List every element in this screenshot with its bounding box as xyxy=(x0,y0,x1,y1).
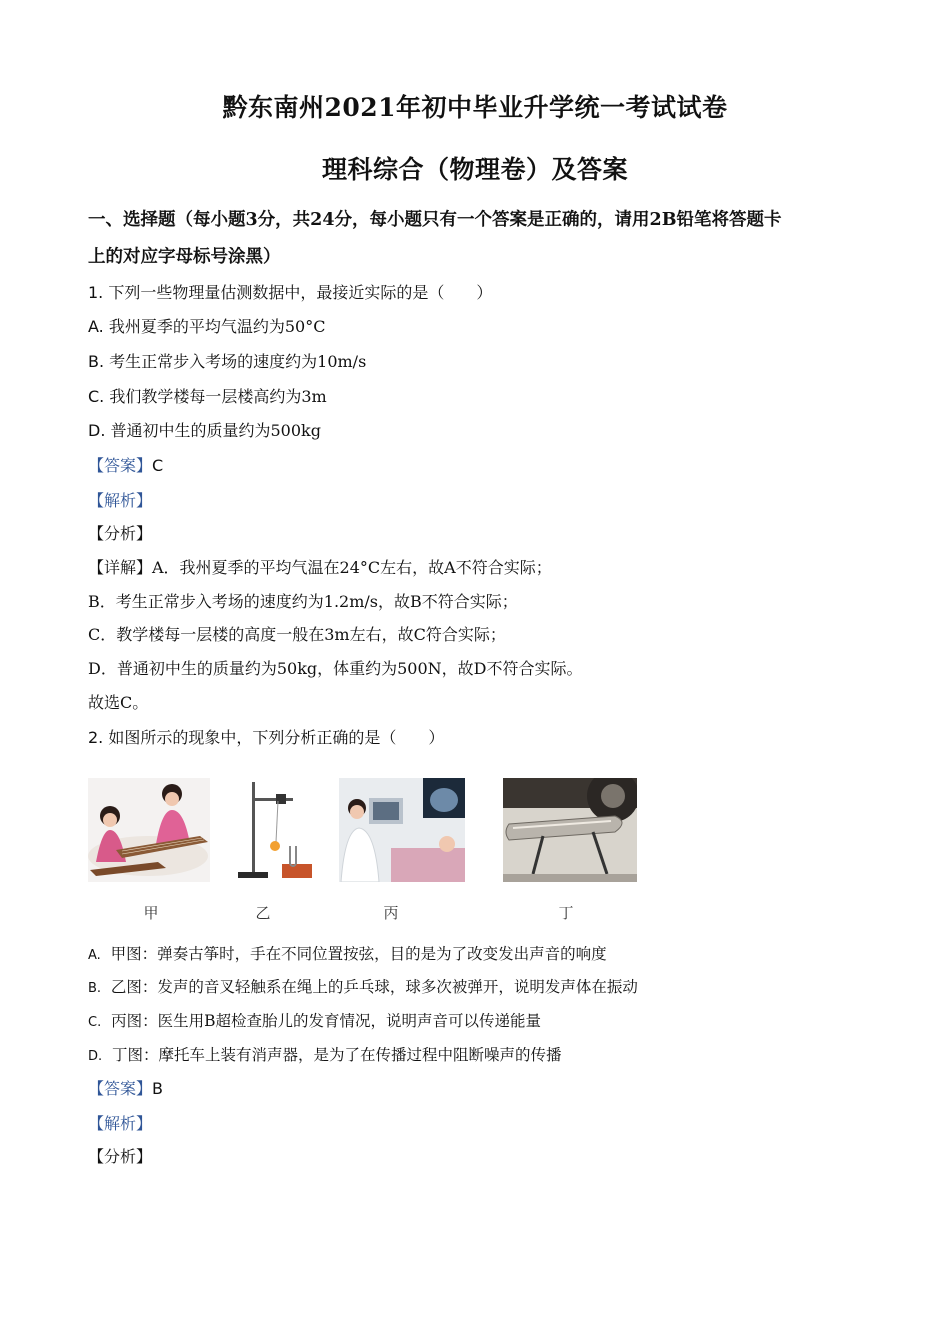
q2-option-a: A. 甲图：弹奏古筝时，手在不同位置按弦，目的是为了改变发出声音的响度 xyxy=(88,945,607,963)
q2-fenxi-label: 【分析】 xyxy=(88,1147,153,1166)
figure-muffler-image xyxy=(503,778,637,882)
figure-caption-ding: 丁 xyxy=(558,904,574,922)
q1-conclusion: 故选C。 xyxy=(88,693,149,712)
q2-answer: 【答案】B xyxy=(88,1079,163,1098)
q1-option-b: B. 考生正常步入考场的速度约为10m/s xyxy=(88,352,367,371)
q2-analysis-label: 【解析】 xyxy=(88,1114,153,1133)
tuning-fork-illustration xyxy=(236,778,314,882)
question-number: 1. xyxy=(88,283,104,302)
figure-ultrasound-image xyxy=(339,778,465,882)
section-heading-line2: 上的对应字母标号涂黑） xyxy=(88,247,281,267)
q2-option-b: B. 乙图：发声的音叉轻触系在绳上的乒乓球，球多次被弹开，说明发声体在振动 xyxy=(88,978,638,996)
section-heading-line1: 一、选择题（每小题3分，共24分，每小题只有一个答案是正确的，请用2B铅笔将答题卡 xyxy=(88,210,782,230)
question-number: 2. xyxy=(88,728,104,747)
figure-caption-bing: 丙 xyxy=(383,904,399,922)
q2-option-c: C. 丙图：医生用B超检查胎儿的发育情况，说明声音可以传递能量 xyxy=(88,1012,541,1030)
q1-detail-line: 【详解】A．我州夏季的平均气温在24°C左右，故A不符合实际； xyxy=(88,558,552,577)
figure-caption-jia: 甲 xyxy=(143,904,159,922)
q1-detail-line: D．普通初中生的质量约为50kg，体重约为500N，故D不符合实际。 xyxy=(88,659,583,678)
q1-option-c: C. 我们教学楼每一层楼高约为3m xyxy=(88,387,327,406)
exam-title: 黔东南州2021年初中毕业升学统一考试试卷 xyxy=(222,93,728,122)
q1-detail-line: B．考生正常步入考场的速度约为1.2m/s，故B不符合实际； xyxy=(88,592,518,611)
figure-caption-yi: 乙 xyxy=(255,904,271,922)
q1-analysis-label: 【解析】 xyxy=(88,491,153,510)
question-2-stem: 2. 如图所示的现象中，下列分析正确的是（ ） xyxy=(88,728,445,747)
figure-tuning-fork-image xyxy=(236,778,314,882)
q1-detail-line: C．教学楼每一层楼的高度一般在3m左右，故C符合实际； xyxy=(88,625,506,644)
q1-answer: 【答案】C xyxy=(88,456,164,475)
muffler-illustration xyxy=(503,778,637,882)
ultrasound-illustration xyxy=(339,778,465,882)
figure-guzheng-image xyxy=(88,778,210,882)
q1-option-a: A. 我州夏季的平均气温约为50°C xyxy=(88,317,326,336)
q1-fenxi-label: 【分析】 xyxy=(88,524,153,543)
question-1-stem: 1. 下列一些物理量估测数据中，最接近实际的是（ ） xyxy=(88,283,493,302)
guzheng-illustration xyxy=(88,778,210,882)
exam-subtitle: 理科综合（物理卷）及答案 xyxy=(321,155,628,184)
q1-option-d: D. 普通初中生的质量约为500kg xyxy=(88,421,321,440)
q2-option-d: D. 丁图：摩托车上装有消声器，是为了在传播过程中阻断噪声的传播 xyxy=(88,1046,562,1064)
